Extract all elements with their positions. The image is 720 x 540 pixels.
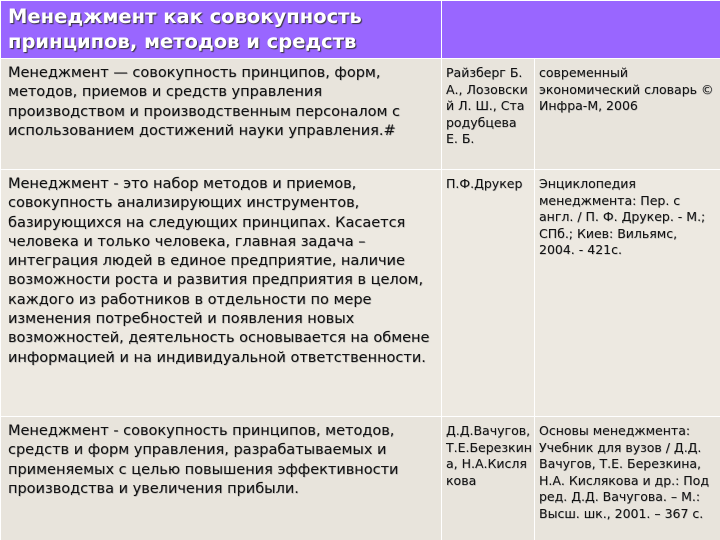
definition-cell: Менеджмент — совокупность принципов, форм, методов, приемов и средств управления производством и производственным персоналом с использованием достижений науки управления.#	[1, 59, 442, 170]
source-cell: современный экономический словарь © Инфра-М, 2006	[535, 59, 720, 170]
table-row	[1, 59, 720, 170]
slide-title: Менеджмент как совокупность принципов, методов и средств	[1, 1, 442, 59]
author-cell: Райзберг Б. А., Лозовский Л. Ш., Стародубцева Е. Б.	[442, 59, 535, 170]
source-cell: Основы менеджмента: Учебник для вузов / Д.Д. Вачугов, Т.Е. Березкина, Н.А. Кислякова и др.: Под ред. Д.Д. Вачугова. – М.: Высш. шк., 2001. – 367 с.	[535, 417, 720, 540]
author-cell: Д.Д.Вачугов, Т.Е.Березкина, Н.А.Кислякова	[442, 417, 535, 540]
definition-cell: Менеджмент - это набор методов и приемов, совокупность анализирующих инструментов, базирующихся на следующих принципах. Касается человека и только человека, главная задача – интеграция людей в единое предприятие, наличие возможности роста и развития предприятия в целом, каждого из работников в отдельности по мере изменения потребностей и появления новых возможностей, деятельность основывается на обмене информацией и на индивидуальной ответственности.	[1, 170, 442, 417]
source-cell: Энциклопедия менеджмента: Пер. с англ. / П. Ф. Друкер. - М.; СПб.; Киев: Вильямс, 2004. - 421с.	[535, 170, 720, 417]
author-cell: П.Ф.Друкер	[442, 170, 535, 417]
table-row	[1, 170, 720, 417]
definition-cell: Менеджмент - совокупность принципов, методов, средств и форм управления, разрабатываемых и применяемых с целью повышения эффективности производства и увеличения прибыли.	[1, 417, 442, 540]
header-empty-cell	[442, 1, 720, 59]
table-row	[1, 417, 720, 540]
table-header-row	[1, 1, 720, 59]
